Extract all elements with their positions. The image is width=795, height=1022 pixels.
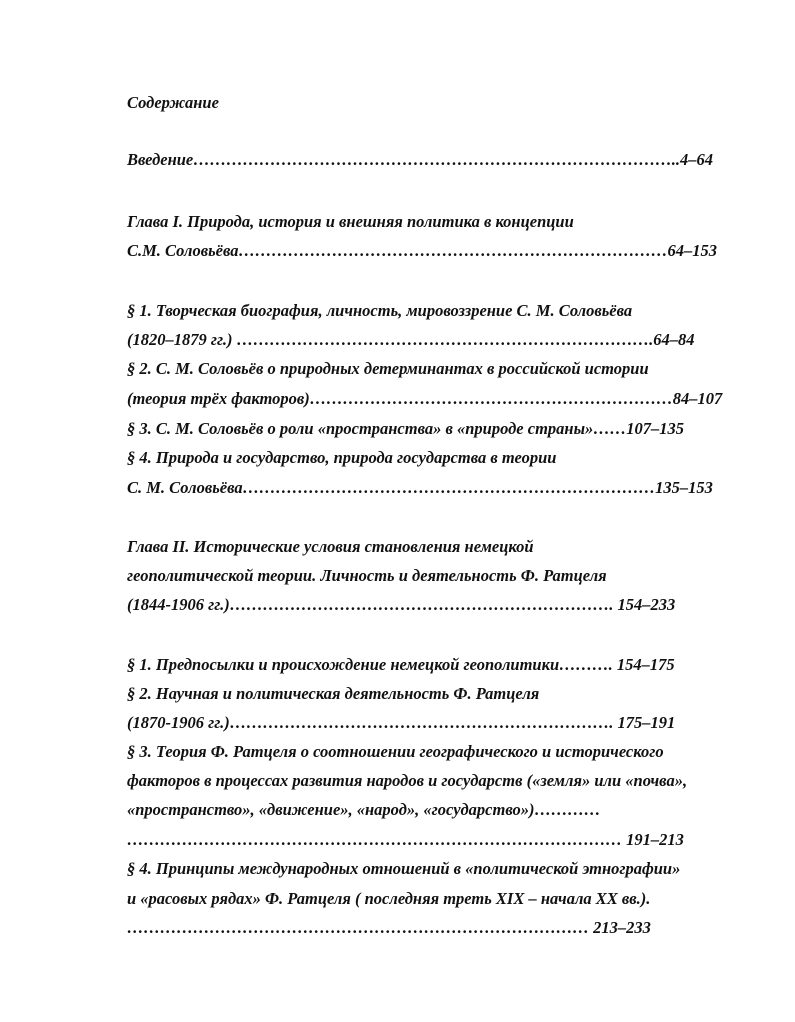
toc-line: § 4. Принципы международных отношений в «политической этнографии» [127, 859, 681, 878]
toc-line: § 1. Творческая биография, личность, мировоззрение С. М. Соловьёва [127, 301, 633, 320]
toc-line: Глава II. Исторические условия становления немецкой [127, 537, 534, 556]
toc-line: (1844-1906 гг.)……………………………………………………………. 154–233 [127, 595, 676, 614]
toc-line: ………………………………………………………………………… 213–233 [127, 918, 651, 937]
toc-line: ……………………………………………………………………………… 191–213 [127, 830, 684, 849]
toc-line: Глава I. Природа, история и внешняя политика в концепции [127, 212, 574, 231]
toc-line: геополитической теории. Личность и деятельность Ф. Ратцеля [127, 566, 607, 585]
toc-title: Содержание [127, 93, 219, 112]
toc-line: и «расовых рядах» Ф. Ратцеля ( последняя треть XIX – начала XX вв.). [127, 889, 651, 908]
toc-line: § 3. Теория Ф. Ратцеля о соотношении географического и исторического [127, 742, 664, 761]
toc-line: С.М. Соловьёва……………………………………………………………………64–153 [127, 241, 717, 260]
toc-line: § 2. С. М. Соловьёв о природных детерминантах в российской истории [127, 359, 649, 378]
toc-line: § 4. Природа и государство, природа государства в теории [127, 448, 557, 467]
toc-line: (1820–1879 гг.) ………………………………………………………………….64–84 [127, 330, 695, 349]
toc-line: § 2. Научная и политическая деятельность Ф. Ратцеля [127, 684, 540, 703]
toc-line: § 3. С. М. Соловьёв о роли «пространства» в «природе страны»……107–135 [127, 419, 685, 438]
toc-line: С. М. Соловьёва…………………………………………………………………135–153 [127, 478, 713, 497]
toc-line: (теория трёх факторов)…………………………………………………………84–107 [127, 389, 723, 408]
toc-line: Введение……………………………………………………………………………..4–64 [127, 150, 714, 169]
toc-line: факторов в процессах развития народов и государств («земля» или «почва», [127, 771, 688, 790]
toc-line: § 1. Предпосылки и происхождение немецкой геополитики………. 154–175 [127, 655, 675, 674]
toc-line: «пространство», «движение», «народ», «государство»)………… [127, 800, 601, 819]
toc-line: (1870-1906 гг.)……………………………………………………………. 175–191 [127, 713, 676, 732]
